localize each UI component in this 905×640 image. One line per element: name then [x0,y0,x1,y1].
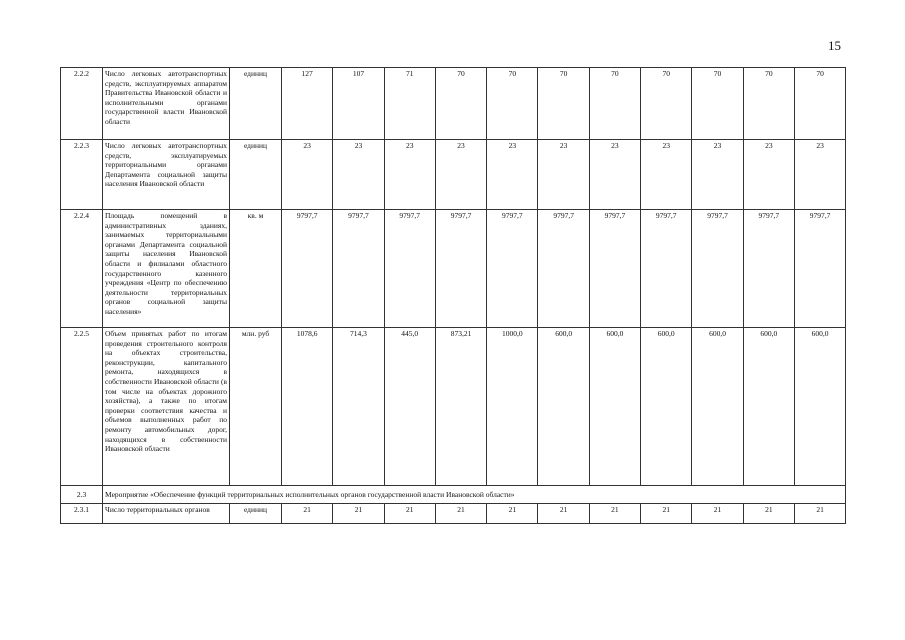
row-number: 2.3.1 [61,504,103,524]
row-value: 70 [487,68,538,140]
row-value: 714,3 [333,328,384,486]
row-value: 23 [333,140,384,210]
row-value: 70 [435,68,486,140]
row-value: 9797,7 [692,210,743,328]
row-value: 1078,6 [282,328,333,486]
row-value: 23 [282,140,333,210]
row-value: 23 [589,140,640,210]
row-value: 107 [333,68,384,140]
row-unit: единиц [230,68,282,140]
row-value: 70 [794,68,845,140]
row-value: 1000,0 [487,328,538,486]
row-value: 127 [282,68,333,140]
row-value: 21 [692,504,743,524]
row-value: 70 [641,68,692,140]
row-value: 23 [641,140,692,210]
row-value: 600,0 [589,328,640,486]
table-row [61,210,846,328]
row-value: 600,0 [794,328,845,486]
row-value: 70 [692,68,743,140]
row-value: 23 [538,140,589,210]
row-value: 23 [487,140,538,210]
row-value: 23 [743,140,794,210]
row-number: 2.2.2 [61,68,103,140]
row-number: 2.2.4 [61,210,103,328]
row-unit: единиц [230,140,282,210]
row-number: 2.3 [61,486,103,504]
row-description: Число легковых автотранспортных средств, эксплуатируемых аппаратом Правительства Ивановской области и исполнительными органами государственной власти Ивановской области [103,68,230,140]
row-description: Объем принятых работ по итогам проведения строительного контроля на объектах строительства, реконструкции, капитального ремонта, находящихся в собственности Ивановской области (в том числе на объектах дорожного хозяйства), а также по итогам проверки соответствия качества и объемов выполненных работ по ремонту автомобильных дорог, находящихся в собственности Ивановской области [103,328,230,486]
row-value: 21 [743,504,794,524]
row-value: 70 [743,68,794,140]
row-value: 9797,7 [487,210,538,328]
row-value: 600,0 [641,328,692,486]
row-value: 873,21 [435,328,486,486]
row-value: 70 [589,68,640,140]
row-value: 23 [435,140,486,210]
row-value: 9797,7 [282,210,333,328]
row-value: 600,0 [743,328,794,486]
table-row [61,140,846,210]
table-row [61,68,846,140]
row-value: 23 [692,140,743,210]
row-value: 21 [794,504,845,524]
indicators-table [60,67,846,524]
row-value: 9797,7 [538,210,589,328]
row-value: 21 [487,504,538,524]
row-number: 2.2.5 [61,328,103,486]
page-number: 15 [828,38,841,53]
row-value: 600,0 [692,328,743,486]
row-value: 21 [435,504,486,524]
row-value: 21 [282,504,333,524]
row-number: 2.2.3 [61,140,103,210]
event-row [61,486,846,504]
row-value: 9797,7 [743,210,794,328]
row-value: 21 [333,504,384,524]
row-value: 70 [538,68,589,140]
row-value: 71 [384,68,435,140]
row-value: 9797,7 [333,210,384,328]
table-row [61,504,846,524]
row-value: 9797,7 [589,210,640,328]
row-unit: млн. руб [230,328,282,486]
row-value: 23 [384,140,435,210]
row-value: 21 [538,504,589,524]
row-value: 9797,7 [641,210,692,328]
row-value: 445,0 [384,328,435,486]
row-unit: единиц [230,504,282,524]
row-value: 21 [589,504,640,524]
row-value: 21 [384,504,435,524]
row-value: 9797,7 [794,210,845,328]
row-value: 9797,7 [435,210,486,328]
event-description: Мероприятие «Обеспечение функций территориальных исполнительных органов государственной власти Ивановской области» [103,486,846,504]
row-unit: кв. м [230,210,282,328]
table-row [61,328,846,486]
row-description: Площадь помещений в административных зданиях, занимаемых территориальными органами Департамента социальной защиты населения Ивановской области и филиалами областного государственного казенного учреждения «Центр по обеспечению деятельности территориальных органов социальной защиты населения» [103,210,230,328]
row-value: 600,0 [538,328,589,486]
row-value: 21 [641,504,692,524]
row-value: 23 [794,140,845,210]
row-description: Число территориальных органов [103,504,230,524]
row-description: Число легковых автотранспортных средств, эксплуатируемых территориальными органами Департамента социальной защиты населения Ивановской области [103,140,230,210]
row-value: 9797,7 [384,210,435,328]
